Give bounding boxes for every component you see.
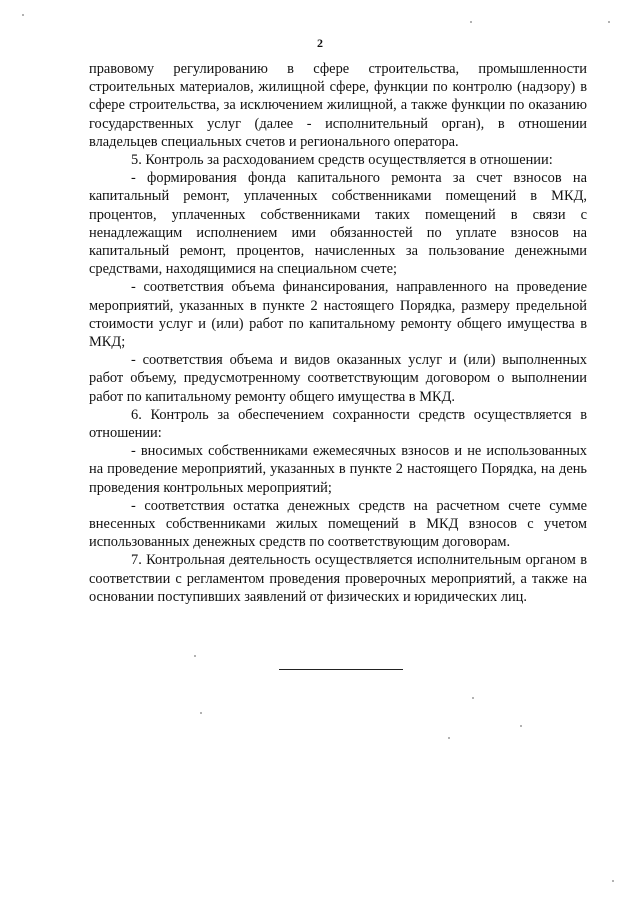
document-body — [89, 60, 587, 606]
scan-speck — [448, 737, 450, 739]
paragraph-item-5-financing-volume: - соответствия объема финансирования, направленного на проведение мероприятий, указанных в пункте 2 настоящего Порядка, размеру предельной стоимости услуг и (или) работ по капитальному ремонту общего имущества в МКД; — [89, 279, 587, 351]
scan-speck — [608, 21, 610, 23]
paragraph-item-7: 7. Контрольная деятельность осуществляется исполнительным органом в соответствии с регламентом проведения проверочных мероприятий, а также на основании поступивших заявлений от физических и юридических лиц. — [89, 552, 587, 605]
paragraph-item-6: 6. Контроль за обеспечением сохранности средств осуществляется в отношении: — [89, 406, 587, 442]
paragraph-item-6-monthly-contributions: - вносимых собственниками ежемесячных взносов и не использованных на проведение мероприятий, указанных в пункте 2 настоящего Порядка, на день проведения контрольных мероприятий; — [89, 443, 587, 496]
scan-speck — [470, 21, 472, 23]
scan-speck — [200, 712, 202, 714]
scan-speck — [194, 655, 196, 657]
paragraph-item-5: 5. Контроль за расходованием средств осуществляется в отношении: — [131, 152, 553, 169]
page-number: 2 — [317, 36, 323, 50]
scan-speck — [612, 880, 614, 882]
end-of-text-rule — [279, 669, 403, 670]
paragraph-item-5-fund-formation: - формирования фонда капитального ремонта за счет взносов на капитальный ремонт, уплаченных собственниками помещений в МКД, процентов, уплаченных собственниками таких помещений в связи с ненадлежащим исполнением ими обязанностей по уплате взносов на капитальный ремонт, процентов, начисленных за пользование денежными средствами, находящимися на специальном счете; — [89, 170, 587, 278]
paragraph-item-5-services-volume: - соответствия объема и видов оказанных услуг и (или) выполненных работ объему, предусмотренному соответствующим договором о выполнении работ по капитальному ремонту общего имущества в МКД. — [89, 352, 587, 405]
paragraph-intro-continuation: правовому регулированию в сфере строительства, промышленности строительных материалов, жилищной сфере, функции по контролю (надзору) в сфере строительства, за исключением жилищной, а также функции по оказанию государственных услуг (далее - исполнительный орган), в отношении владельцев специальных счетов и регионального оператора. — [89, 61, 587, 150]
scan-speck — [520, 725, 522, 727]
paragraph-item-6-account-balance: - соответствия остатка денежных средств на расчетном счете сумме внесенных собственниками жилых помещений в МКД взносов с учетом использованных денежных средств по соответствующим договорам. — [89, 497, 587, 551]
scan-speck — [472, 697, 474, 699]
scan-speck — [22, 14, 24, 16]
